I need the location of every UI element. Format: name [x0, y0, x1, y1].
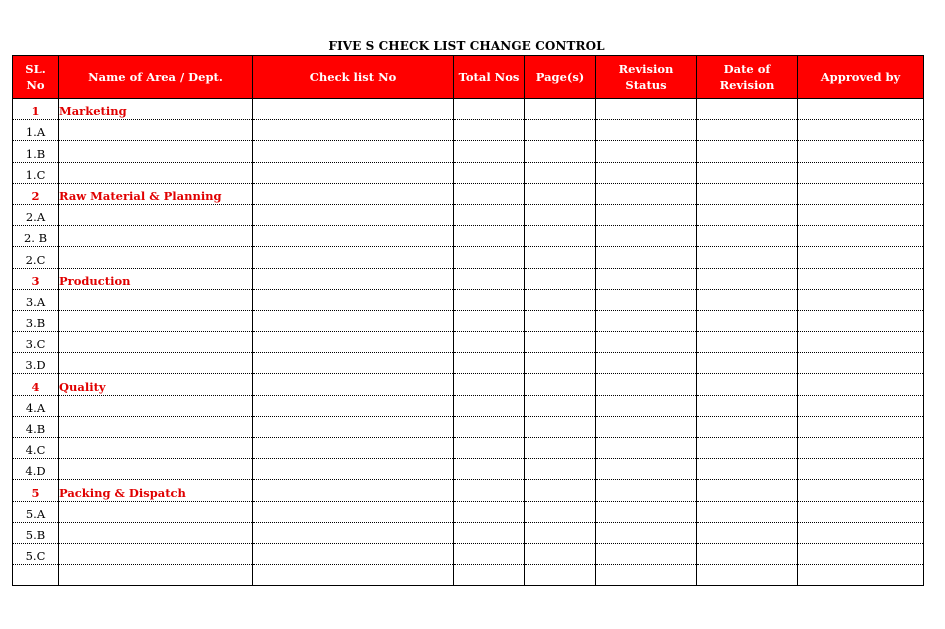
table-row [13, 99, 924, 120]
approved-by-cell [798, 289, 924, 310]
pages-cell [525, 120, 596, 141]
area-cell [59, 353, 253, 374]
checklist-no-cell [253, 395, 454, 416]
area-cell [59, 501, 253, 522]
revision-status-cell [596, 120, 697, 141]
sl-no-cell: 3.B [13, 310, 59, 331]
pages-cell [525, 374, 596, 395]
revision-status-cell [596, 438, 697, 459]
approved-by-cell [798, 416, 924, 437]
date-of-revision-cell [697, 120, 798, 141]
table-row [13, 374, 924, 395]
sl-no-cell: 2.C [13, 247, 59, 268]
total-nos-cell [454, 204, 525, 225]
revision-status-cell [596, 565, 697, 586]
approved-by-cell [798, 204, 924, 225]
approved-by-cell [798, 226, 924, 247]
approved-by-cell [798, 310, 924, 331]
checklist-no-cell [253, 438, 454, 459]
sl-no-cell: 5.C [13, 543, 59, 564]
checklist-no-cell [253, 310, 454, 331]
table-row [13, 332, 924, 353]
table-row [13, 162, 924, 183]
checklist-no-cell [253, 289, 454, 310]
pages-cell [525, 480, 596, 501]
area-cell [59, 162, 253, 183]
table-row [13, 183, 924, 204]
area-cell [59, 141, 253, 162]
checklist-no-cell [253, 416, 454, 437]
header-total-nos: Total Nos [454, 56, 525, 99]
pages-cell [525, 162, 596, 183]
page-title: FIVE S CHECK LIST CHANGE CONTROL [328, 39, 605, 53]
pages-cell [525, 501, 596, 522]
sl-no-cell: 1.C [13, 162, 59, 183]
date-of-revision-cell [697, 310, 798, 331]
sl-no-cell: 4.D [13, 459, 59, 480]
approved-by-cell [798, 183, 924, 204]
pages-cell [525, 522, 596, 543]
sl-no-cell: 3.D [13, 353, 59, 374]
revision-status-cell [596, 226, 697, 247]
revision-status-cell [596, 99, 697, 120]
table-row [13, 226, 924, 247]
date-of-revision-cell [697, 522, 798, 543]
pages-cell [525, 459, 596, 480]
checklist-no-cell [253, 501, 454, 522]
area-cell [59, 310, 253, 331]
total-nos-cell [454, 543, 525, 564]
pages-cell [525, 395, 596, 416]
approved-by-cell [798, 332, 924, 353]
total-nos-cell [454, 247, 525, 268]
date-of-revision-cell [697, 141, 798, 162]
total-nos-cell [454, 99, 525, 120]
total-nos-cell [454, 395, 525, 416]
checklist-no-cell [253, 120, 454, 141]
approved-by-cell [798, 501, 924, 522]
checklist-no-cell [253, 268, 454, 289]
revision-status-cell [596, 353, 697, 374]
pages-cell [525, 438, 596, 459]
total-nos-cell [454, 289, 525, 310]
checklist-no-cell [253, 459, 454, 480]
sl-no-cell: 2 [13, 183, 59, 204]
area-cell: Packing & Dispatch [59, 480, 253, 501]
table-row [13, 480, 924, 501]
total-nos-cell [454, 332, 525, 353]
area-cell: Raw Material & Planning [59, 183, 253, 204]
pages-cell [525, 141, 596, 162]
approved-by-cell [798, 459, 924, 480]
revision-status-cell [596, 522, 697, 543]
pages-cell [525, 226, 596, 247]
area-cell [59, 522, 253, 543]
approved-by-cell [798, 268, 924, 289]
total-nos-cell [454, 353, 525, 374]
date-of-revision-cell [697, 247, 798, 268]
sl-no-cell: 4.C [13, 438, 59, 459]
total-nos-cell [454, 226, 525, 247]
pages-cell [525, 289, 596, 310]
pages-cell [525, 543, 596, 564]
approved-by-cell [798, 480, 924, 501]
total-nos-cell [454, 268, 525, 289]
pages-cell [525, 204, 596, 225]
sl-no-cell: 1 [13, 99, 59, 120]
header-checklist-no: Check list No [253, 56, 454, 99]
checklist-no-cell [253, 353, 454, 374]
header-row [13, 56, 924, 99]
date-of-revision-cell [697, 183, 798, 204]
area-cell: Production [59, 268, 253, 289]
pages-cell [525, 565, 596, 586]
area-cell [59, 247, 253, 268]
header-pages: Page(s) [525, 56, 596, 99]
area-cell: Marketing [59, 99, 253, 120]
pages-cell [525, 247, 596, 268]
total-nos-cell [454, 310, 525, 331]
approved-by-cell [798, 374, 924, 395]
area-cell [59, 459, 253, 480]
approved-by-cell [798, 395, 924, 416]
checklist-no-cell [253, 332, 454, 353]
total-nos-cell [454, 565, 525, 586]
total-nos-cell [454, 480, 525, 501]
date-of-revision-cell [697, 416, 798, 437]
sl-no-cell: 2.A [13, 204, 59, 225]
revision-status-cell [596, 289, 697, 310]
date-of-revision-cell [697, 459, 798, 480]
table-row [13, 395, 924, 416]
total-nos-cell [454, 374, 525, 395]
revision-status-cell [596, 268, 697, 289]
date-of-revision-cell [697, 438, 798, 459]
pages-cell [525, 268, 596, 289]
revision-status-cell [596, 543, 697, 564]
checklist-no-cell [253, 99, 454, 120]
checklist-no-cell [253, 162, 454, 183]
total-nos-cell [454, 183, 525, 204]
table-row [13, 310, 924, 331]
total-nos-cell [454, 141, 525, 162]
approved-by-cell [798, 353, 924, 374]
header-date-of-revision: Date of Revision [697, 56, 798, 99]
revision-status-cell [596, 374, 697, 395]
pages-cell [525, 353, 596, 374]
header-approved-by: Approved by [798, 56, 924, 99]
checklist-no-cell [253, 204, 454, 225]
approved-by-cell [798, 247, 924, 268]
table-row [13, 501, 924, 522]
table-row [13, 543, 924, 564]
checklist-no-cell [253, 374, 454, 395]
date-of-revision-cell [697, 268, 798, 289]
checklist-no-cell [253, 226, 454, 247]
checklist-no-cell [253, 543, 454, 564]
sl-no-cell: 4.A [13, 395, 59, 416]
approved-by-cell [798, 438, 924, 459]
area-cell [59, 565, 253, 586]
revision-status-cell [596, 480, 697, 501]
date-of-revision-cell [697, 99, 798, 120]
approved-by-cell [798, 522, 924, 543]
table-row [13, 353, 924, 374]
checklist-no-cell [253, 565, 454, 586]
revision-status-cell [596, 247, 697, 268]
table-row [13, 438, 924, 459]
table-row [13, 268, 924, 289]
sl-no-cell: 3.C [13, 332, 59, 353]
sl-no-cell: 3 [13, 268, 59, 289]
area-cell [59, 289, 253, 310]
area-cell [59, 395, 253, 416]
sl-no-cell: 5 [13, 480, 59, 501]
revision-status-cell [596, 204, 697, 225]
date-of-revision-cell [697, 353, 798, 374]
table-row [13, 416, 924, 437]
revision-status-cell [596, 332, 697, 353]
checklist-no-cell [253, 247, 454, 268]
date-of-revision-cell [697, 374, 798, 395]
checklist-no-cell [253, 183, 454, 204]
pages-cell [525, 310, 596, 331]
approved-by-cell [798, 141, 924, 162]
pages-cell [525, 332, 596, 353]
total-nos-cell [454, 522, 525, 543]
revision-status-cell [596, 501, 697, 522]
header-area: Name of Area / Dept. [59, 56, 253, 99]
date-of-revision-cell [697, 395, 798, 416]
table-row [13, 141, 924, 162]
approved-by-cell [798, 162, 924, 183]
revision-status-cell [596, 183, 697, 204]
table-body [13, 99, 924, 586]
table-row [13, 565, 924, 586]
total-nos-cell [454, 459, 525, 480]
approved-by-cell [798, 99, 924, 120]
area-cell [59, 543, 253, 564]
date-of-revision-cell [697, 289, 798, 310]
date-of-revision-cell [697, 226, 798, 247]
pages-cell [525, 416, 596, 437]
total-nos-cell [454, 162, 525, 183]
area-cell [59, 438, 253, 459]
total-nos-cell [454, 501, 525, 522]
table-row [13, 120, 924, 141]
sl-no-cell: 5.B [13, 522, 59, 543]
revision-status-cell [596, 459, 697, 480]
checklist-table [12, 55, 924, 586]
total-nos-cell [454, 438, 525, 459]
table-row [13, 247, 924, 268]
date-of-revision-cell [697, 543, 798, 564]
table-row [13, 522, 924, 543]
sl-no-cell [13, 565, 59, 586]
revision-status-cell [596, 162, 697, 183]
sl-no-cell: 5.A [13, 501, 59, 522]
table-row [13, 459, 924, 480]
revision-status-cell [596, 310, 697, 331]
checklist-no-cell [253, 480, 454, 501]
area-cell: Quality [59, 374, 253, 395]
checklist-no-cell [253, 141, 454, 162]
area-cell [59, 226, 253, 247]
total-nos-cell [454, 120, 525, 141]
date-of-revision-cell [697, 480, 798, 501]
area-cell [59, 332, 253, 353]
total-nos-cell [454, 416, 525, 437]
approved-by-cell [798, 565, 924, 586]
area-cell [59, 204, 253, 225]
pages-cell [525, 99, 596, 120]
date-of-revision-cell [697, 565, 798, 586]
revision-status-cell [596, 395, 697, 416]
date-of-revision-cell [697, 501, 798, 522]
date-of-revision-cell [697, 204, 798, 225]
revision-status-cell [596, 416, 697, 437]
sl-no-cell: 4 [13, 374, 59, 395]
area-cell [59, 416, 253, 437]
revision-status-cell [596, 141, 697, 162]
table-row [13, 204, 924, 225]
sl-no-cell: 3.A [13, 289, 59, 310]
date-of-revision-cell [697, 162, 798, 183]
sl-no-cell: 4.B [13, 416, 59, 437]
approved-by-cell [798, 543, 924, 564]
area-cell [59, 120, 253, 141]
date-of-revision-cell [697, 332, 798, 353]
sl-no-cell: 1.B [13, 141, 59, 162]
checklist-no-cell [253, 522, 454, 543]
header-revision-status: Revision Status [596, 56, 697, 99]
header-sl-no: SL. No [13, 56, 59, 99]
sl-no-cell: 2. B [13, 226, 59, 247]
approved-by-cell [798, 120, 924, 141]
pages-cell [525, 183, 596, 204]
sl-no-cell: 1.A [13, 120, 59, 141]
table-row [13, 289, 924, 310]
